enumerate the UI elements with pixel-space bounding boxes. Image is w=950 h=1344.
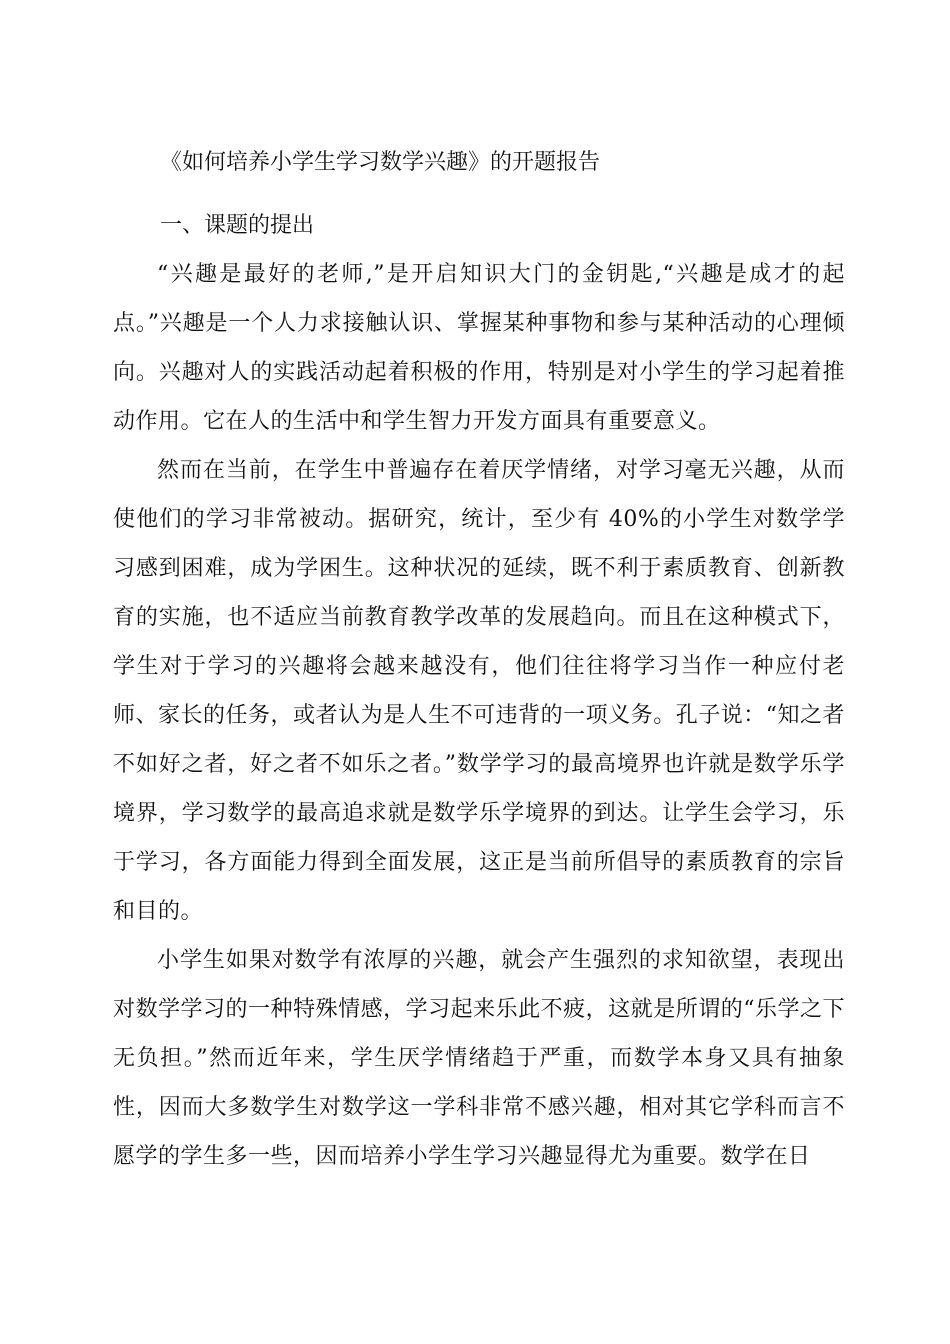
section-heading: 一、课题的提出 bbox=[160, 213, 315, 238]
document-body bbox=[113, 138, 845, 1181]
paragraph-2: 然而在当前，在学生中普遍存在着厌学情绪，对学习毫无兴趣，从而使他们的学习非常被动。据研究，统计，至少有 40%的小学生对数学学习感到困难，成为学困生。这种状况的延续，既不利于素质教育、创新教育的实施，也不适应当前教育教学改革的发展趋向。而且在这种模式下，学生对于学习的兴趣将会越来越没有，他们往往将学习当作一种应付老师、家长的任务，或者认为是人生不可违背的一项义务。孔子说：“知之者不如好之者，好之者不如乐之者。”数学学习的最高境界也许就是数学乐学境界，学习数学的最高追求就是数学乐学境界的到达。让学生会学习，乐于学习，各方面能力得到全面发展，这正是当前所倡导的素质教育的宗旨和目的。 bbox=[113, 458, 845, 924]
document-title: 《如何培养小学生学习数学兴趣》的开题报告 bbox=[160, 150, 601, 175]
paragraph-1: “兴趣是最好的老师,”是开启知识大门的金钥匙,“兴趣是成才的起点。”兴趣是一个人力求接触认识、掌握某种事物和参与某种活动的心理倾向。兴趣对人的实践活动起着积极的作用，特别是对小学生的学习起着推动作用。它在人的生活中和学生智力开发方面具有重要意义。 bbox=[113, 262, 845, 434]
paragraph-3: 小学生如果对数学有浓厚的兴趣，就会产生强烈的求知欲望，表现出对数学学习的一种特殊情感，学习起来乐此不疲，这就是所谓的“乐学之下无负担。”然而近年来，学生厌学情绪趋于严重，而数学本身又具有抽象性，因而大多数学生对数学这一学科非常不感兴趣，相对其它学科而言不愿学的学生多一些，因而培养小学生学习兴趣显得尤为重要。数学在日 bbox=[113, 948, 845, 1169]
